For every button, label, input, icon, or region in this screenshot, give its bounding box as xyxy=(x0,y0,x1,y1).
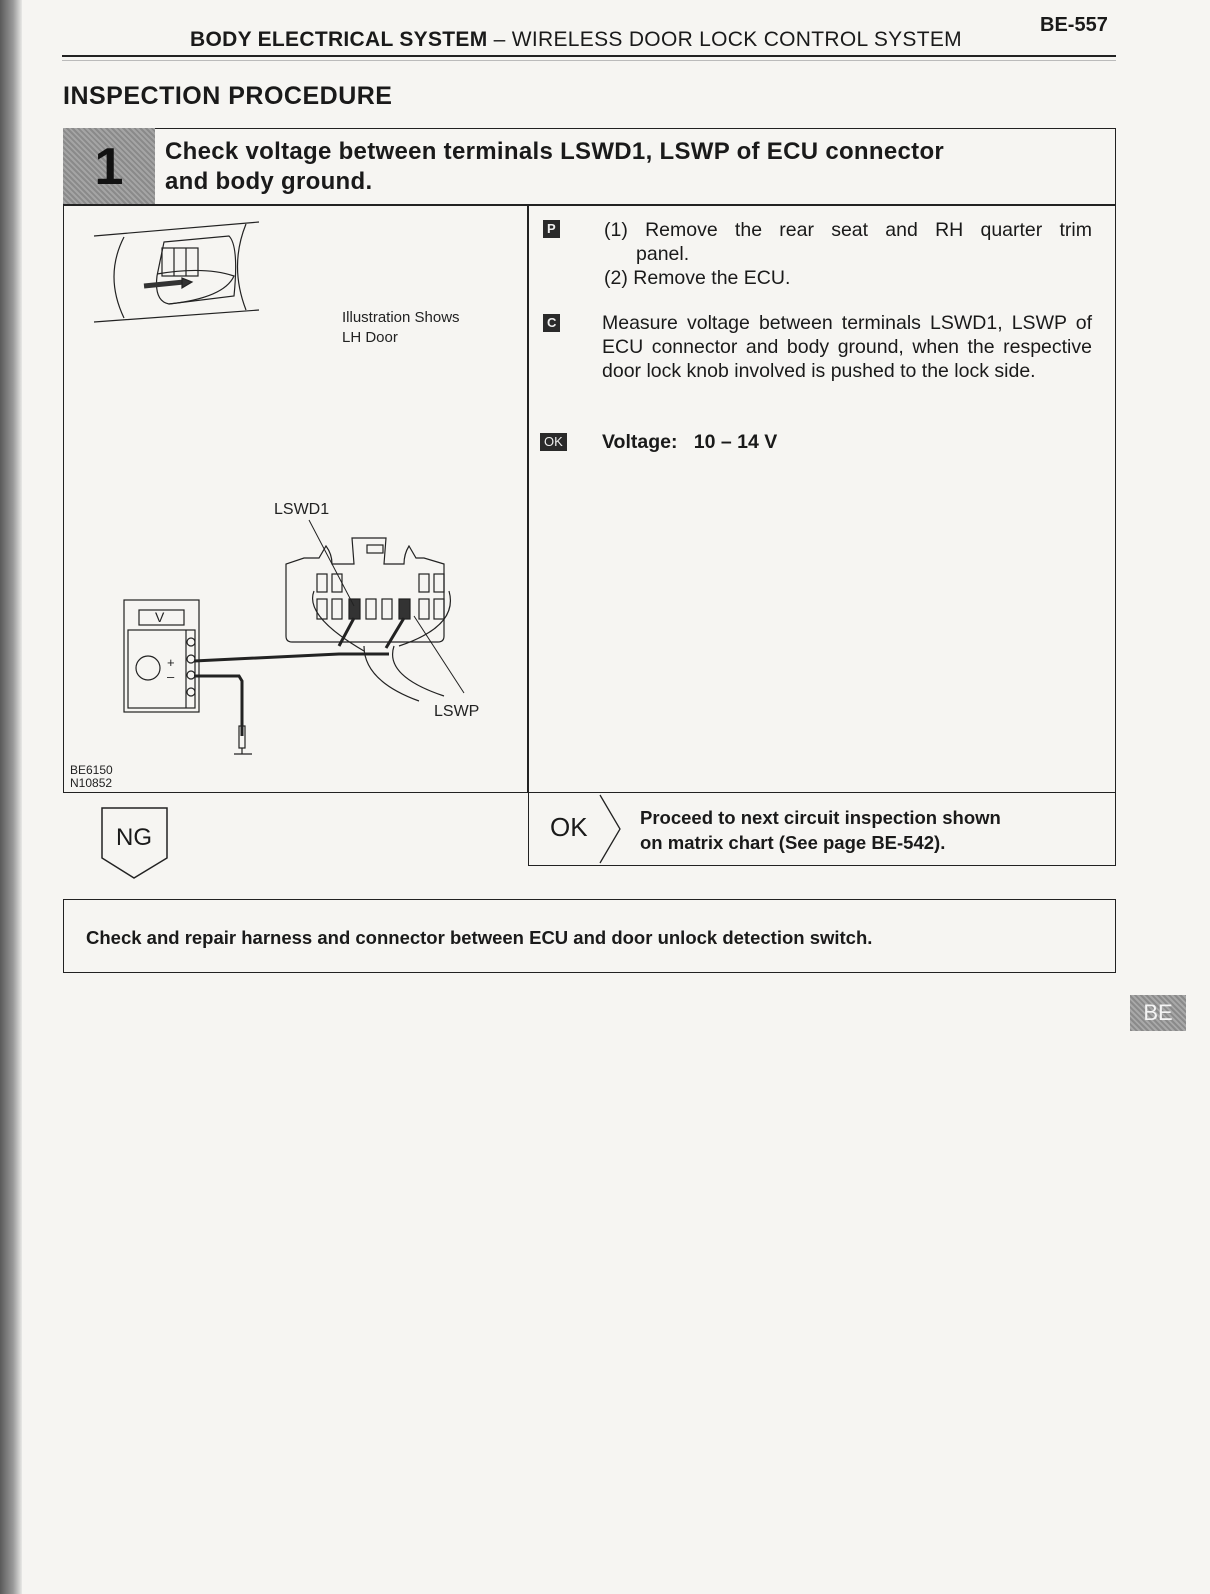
minus-sign: – xyxy=(167,669,175,684)
page-number: BE-557 xyxy=(1040,14,1108,36)
illustration-caption-1: Illustration Shows xyxy=(342,309,460,326)
prep-step-2: (2) Remove the ECU. xyxy=(604,267,791,289)
header-subsection: – WIRELESS DOOR LOCK CONTROL SYSTEM xyxy=(487,28,962,51)
header-section: BODY ELECTRICAL SYSTEM xyxy=(190,28,488,51)
check-text: Measure voltage between terminals LSWD1, LSWP of ECU connector and body ground, when the respective door lock knob involved is pushed to the lock side. xyxy=(602,312,1092,382)
plus-sign: + xyxy=(167,655,175,670)
ok-criteria: Voltage: 10 – 14 V xyxy=(602,431,778,453)
step-title-line1: Check voltage between terminals LSWD1, LSWP of ECU connector xyxy=(165,138,945,165)
step-title-line2: and body ground. xyxy=(165,168,373,195)
ok-result-text xyxy=(640,805,1001,855)
step-title xyxy=(165,137,944,197)
section-tab: BE xyxy=(1130,995,1186,1031)
prep-step-1-cont: panel. xyxy=(636,243,690,265)
check-tag: C xyxy=(543,314,560,332)
ng-label: NG xyxy=(116,824,152,851)
header-rule xyxy=(62,55,1116,57)
door-handle-drawing xyxy=(94,222,259,322)
label-lswp: LSWP xyxy=(434,703,480,720)
illustration-caption-2: LH Door xyxy=(342,329,398,346)
ok-chevron xyxy=(598,793,628,865)
repair-text: Check and repair harness and connector between ECU and door unlock detection switch. xyxy=(86,927,873,948)
page-binding-edge xyxy=(0,0,22,1594)
figure-code-1: BE6150 xyxy=(70,763,113,777)
ok-tag: OK xyxy=(540,433,567,451)
step-number: 1 xyxy=(63,128,155,205)
header-rule-thin xyxy=(62,60,1116,61)
connector-illustration xyxy=(64,206,527,792)
ok-result-line2: on matrix chart (See page BE-542). xyxy=(640,832,946,853)
figure-code-2: N10852 xyxy=(70,776,113,790)
ok-result-line1: Proceed to next circuit inspection shown xyxy=(640,807,1001,828)
voltmeter xyxy=(124,600,199,712)
column-divider xyxy=(527,205,529,793)
prep-tag: P xyxy=(543,220,560,238)
running-header xyxy=(190,28,962,52)
prep-steps xyxy=(604,218,1092,290)
prep-step-1: (1) Remove the rear seat and RH quarter trim xyxy=(604,219,1092,241)
ok-label: OK xyxy=(550,812,588,842)
meter-symbol: V xyxy=(155,609,165,625)
procedure-heading: INSPECTION PROCEDURE xyxy=(63,82,393,110)
label-lswd1: LSWD1 xyxy=(274,501,330,518)
